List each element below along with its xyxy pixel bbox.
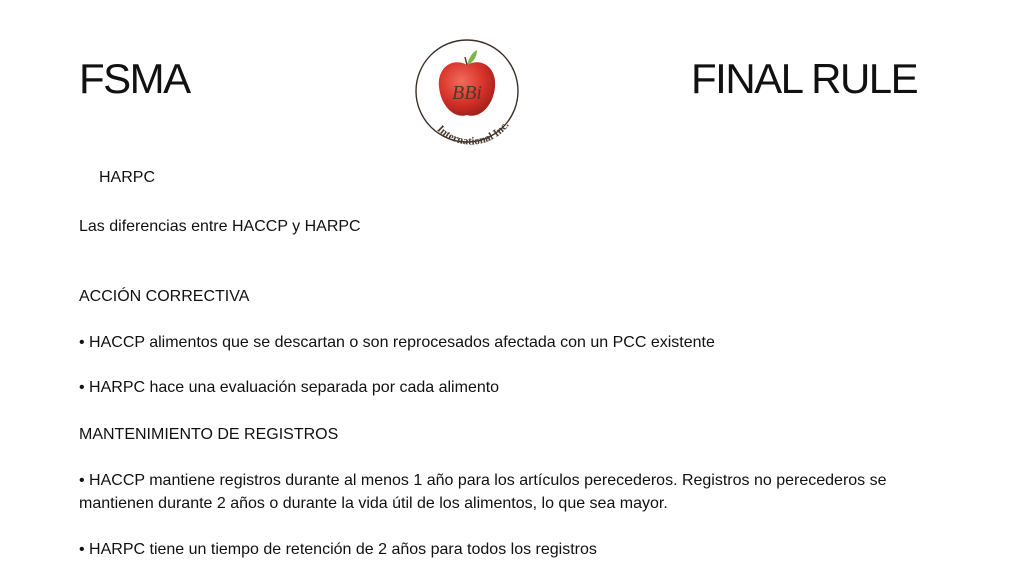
subtitle: HARPC xyxy=(99,169,156,186)
section-heading-corrective-action: ACCIÓN CORRECTIVA xyxy=(79,288,250,305)
bullet-haccp-records: • HACCP mantiene registros durante al menos 1 año para los artículos perecederos. Registros no perecederos se mantienen durante 2 años o durante la vida útil de los alimentos, lo que sea mayor. xyxy=(79,472,887,512)
bullet-harpc-corrective: • HARPC hace una evaluación separada por cada alimento xyxy=(79,379,500,396)
logo-monogram: BBi xyxy=(452,82,482,104)
company-logo xyxy=(413,37,521,145)
title-left: FSMA xyxy=(79,55,190,102)
logo-ring-text: International Inc. xyxy=(434,119,512,145)
section-heading-record-keeping: MANTENIMIENTO DE REGISTROS xyxy=(79,426,339,443)
bullet-haccp-corrective: • HACCP alimentos que se descartan o son reprocesados afectada con un PCC existente xyxy=(79,334,715,351)
title-right: FINAL RULE xyxy=(691,55,918,102)
intro-text: Las diferencias entre HACCP y HARPC xyxy=(79,218,361,235)
bullet-harpc-records: • HARPC tiene un tiempo de retención de 2 años para todos los registros xyxy=(79,541,597,558)
